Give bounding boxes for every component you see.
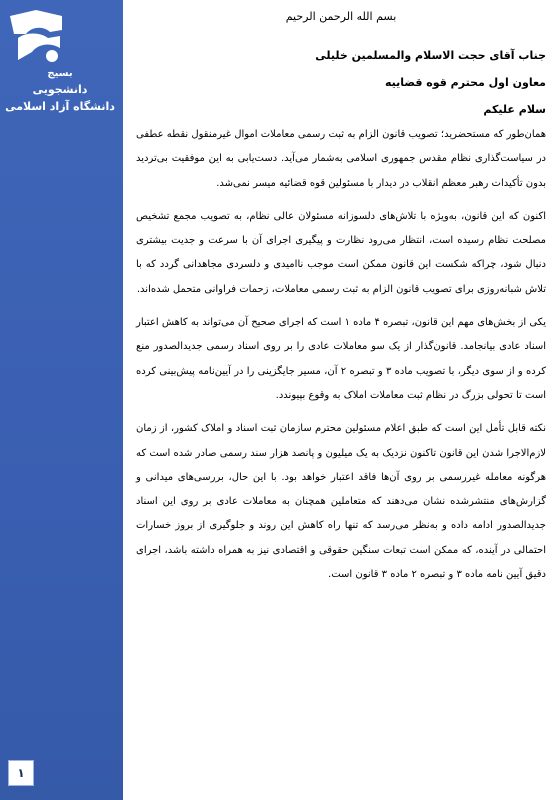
paragraph-4: نکته قابل تأمل این است که طبق اعلام مسئولین محترم سازمان ثبت اسناد و املاک کشور، از زمان لازم‌الاجرا شدن این قانون تاکنون نزدیک به یک میلیون و پانصد هزار سند رسمی صادر شده است که هرگونه معامله غیررسمی بر روی آن‌ها فاقد اعتبار خواهد بود. با این حال، بررسی‌های میدانی و گزارش‌های منتشرشده نشان می‌دهند که متعاملین همچنان به معاملات عادی بر روی این اسناد جدیدالصدور ادامه داده و به‌نظر می‌رسد که تنها راه کاهش این روند و جلوگیری از بروز خسارات احتمالی در آینده، که ممکن است تبعات سنگین حقوقی و اقتصادی نیز به همراه داشته باشد، اجرای دقیق آیین نامه ماده ۳ و تبصره ۲ ماده ۳ قانون است. [136,423,546,581]
org-line-1: بسیج [47,68,73,79]
basmala: بسم الله الرحمن الرحیم [285,10,397,23]
sidebar [0,0,123,800]
paragraph-1: همان‌طور که مستحضرید؛ تصویب قانون الزام به ثبت رسمی معاملات اموال غیرمنقول نقطه عطفی در سیاست‌گذاری نظام مقدس جمهوری اسلامی به‌شمار می‌آید. دست‌یابی به این موفقیت بی‌تردید بدون تأکیدات رهبر معظم انقلاب در دیدار با مسئولین قوه قضائیه میسر نمی‌شد. [136,129,546,189]
paragraph-2: اکنون که این قانون، به‌ویژه با تلاش‌های دلسوزانه مسئولان عالی نظام، به تصویب مجمع تشخیص مصلحت نظام رسیده است، انتظار می‌رود نظارت و پیگیری اجرای آن با سرعت و جدیت بیشتری دنبال شود، چراکه شکست این قانون ممکن است موجب ناامیدی و دلسردی مجاهدانی گردد که با تلاش شبانه‌روزی برای تصویب قانون الزام به ثبت رسمی معاملات، زحمات فراوانی متحمل شده‌اند. [136,210,546,295]
basij-logo-icon [6,8,66,68]
org-line-3: دانشگاه آزاد اسلامی [5,100,115,113]
paragraph-3: یکی از بخش‌های مهم این قانون، تبصره ۴ ماده ۱ است که اجرای صحیح آن می‌تواند به کاهش اعتبار اسناد عادی بیانجامد. قانون‌گذار از یک سو معاملات عادی را بر روی اسناد رسمی جدیدالصدور منع کرده و از سوی دیگر، با تصویب ماده ۳ و تبصره ۲ آن، مسیر جایگزینی را در آیین‌نامه پیش‌بینی کرده است تا تحولی بزرگ در نظام ثبت معاملات املاک به وقوع بپیوندد. [136,317,546,401]
recipient-name: جناب آقای حجت الاسلام والمسلمین خلیلی [315,49,546,62]
org-line-2: دانشجویی [32,83,88,96]
page-number: ۱ [8,760,34,786]
organization-name [4,68,116,114]
letter-body [136,8,546,596]
greeting: سلام علیکم [483,103,546,116]
recipient-position: معاون اول محترم قوه قضاییه [384,76,546,89]
